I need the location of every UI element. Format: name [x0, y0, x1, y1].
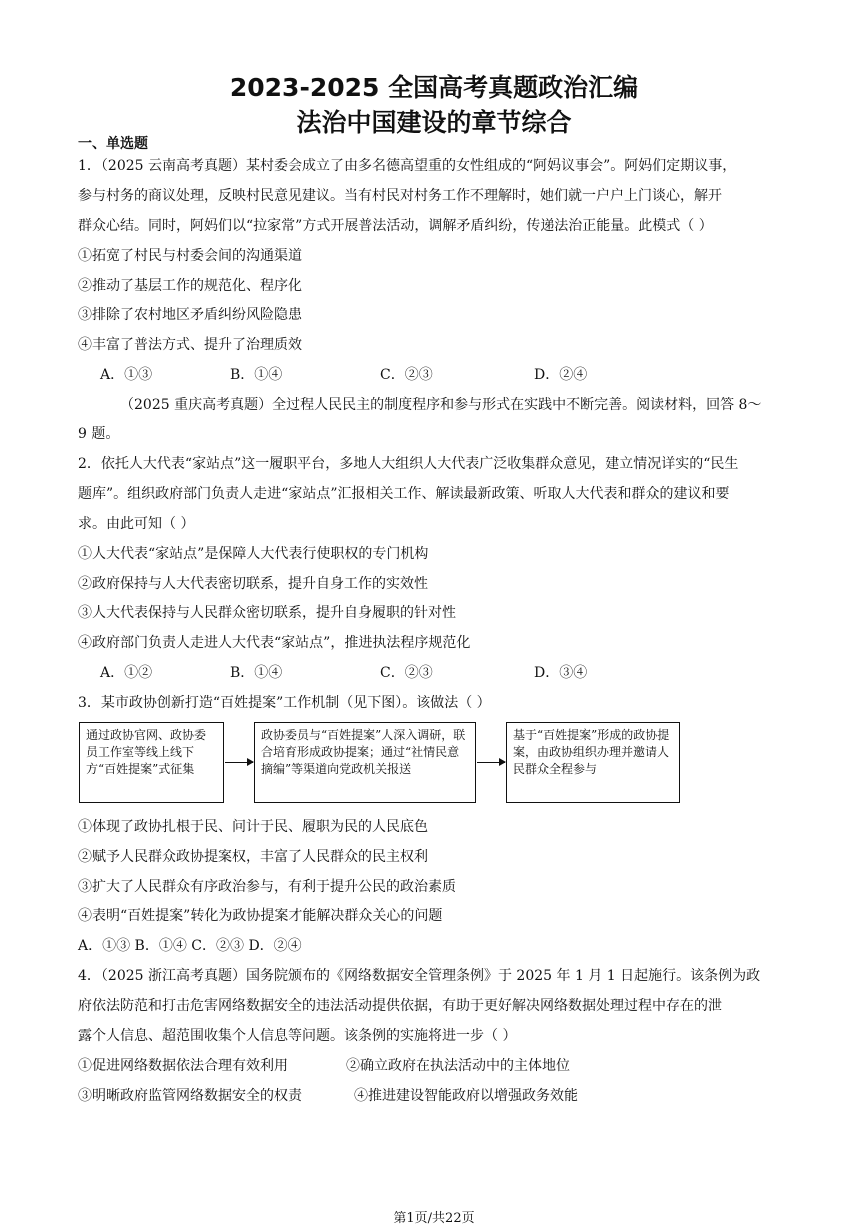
q1-item: ①拓宽了村民与村委会间的沟通渠道: [78, 248, 302, 264]
q4-item: ①促进网络数据依法合理有效利用: [78, 1058, 288, 1074]
q3-stem: 3．某市政协创新打造“百姓提案”工作机制（见下图）。该做法（ ）: [78, 695, 491, 711]
section-heading: 一、单选题: [78, 136, 148, 152]
flow-box-1: 通过政协官网、政协委员工作室等线上线下方“百姓提案”式征集: [79, 722, 224, 803]
q4-item: ③明晰政府监管网络数据安全的权责: [78, 1088, 302, 1104]
option-b[interactable]: B．①④: [230, 665, 283, 681]
q1-stem-line: 群众心结。同时，阿妈们以“拉家常”方式开展普法活动，调解矛盾纠纷，传递法治正能量。此模式（ ）: [78, 218, 713, 234]
option-d[interactable]: D．③④: [534, 665, 588, 681]
option-a[interactable]: A．①③: [100, 367, 153, 383]
q3-item: ④表明“百姓提案”转化为政协提案才能解决群众关心的问题: [78, 908, 443, 924]
q2-item: ②政府保持与人大代表密切联系，提升自身工作的实效性: [78, 576, 428, 592]
flow-arrow-icon: [225, 762, 253, 763]
q2-item: ③人大代表保持与人民群众密切联系，提升自身履职的针对性: [78, 605, 456, 621]
q2-item: ①人大代表“家站点”是保障人大代表行使职权的专门机构: [78, 546, 429, 562]
doc-title-line2: 法治中国建设的章节综合: [296, 108, 572, 137]
q1-stem-line: 参与村务的商议处理，反映村民意见建议。当有村民对村务工作不理解时，她们就一户户上门谈心，解开: [78, 188, 722, 204]
option-b[interactable]: B．①④: [230, 367, 283, 383]
page-footer: 第1页/共22页: [393, 1211, 475, 1226]
option-d[interactable]: D．②④: [534, 367, 588, 383]
q4-item: ②确立政府在执法活动中的主体地位: [346, 1058, 570, 1074]
flow-arrow-icon: [477, 762, 505, 763]
option-c[interactable]: C．②③: [380, 367, 433, 383]
q3-options[interactable]: A．①③ B．①④ C．②③ D．②④: [78, 938, 302, 954]
q4-stem-line: 露个人信息、超范围收集个人信息等问题。该条例的实施将进一步（ ）: [78, 1028, 517, 1044]
q3-item: ②赋予人民群众政协提案权，丰富了人民群众的民主权利: [78, 849, 428, 865]
q3-item: ③扩大了人民群众有序政治参与，有利于提升公民的政治素质: [78, 879, 456, 895]
q3-item: ①体现了政协扎根于民、问计于民、履职为民的人民底色: [78, 819, 428, 835]
q2-item: ④政府部门负责人走进人大代表“家站点”，推进执法程序规范化: [78, 635, 471, 651]
group-intro: （2025 重庆高考真题）全过程人民民主的制度程序和参与形式在实践中不断完善。阅读材料，回答 8～: [120, 397, 762, 413]
q1-stem-line: 1．（2025 云南高考真题）某村委会成立了由多名德高望重的女性组成的“阿妈议事会”。阿妈们定期议事，: [78, 158, 737, 174]
q4-stem-line: 府依法防范和打击危害网络数据安全的违法活动提供依据，有助于更好解决网络数据处理过程中存在的泄: [78, 998, 722, 1014]
flow-box-3: 基于“百姓提案”形成的政协提案，由政协组织办理并邀请人民群众全程参与: [506, 722, 680, 803]
doc-title-line1: 2023-2025 全国高考真题政治汇编: [229, 73, 639, 102]
q4-stem-line: 4．（2025 浙江高考真题）国务院颁布的《网络数据安全管理条例》于 2025 年 1 月 1 日起施行。该条例为政: [78, 968, 761, 984]
q1-item: ④丰富了普法方式、提升了治理质效: [78, 337, 302, 353]
q4-item: ④推进建设智能政府以增强政务效能: [354, 1088, 578, 1104]
q1-item: ②推动了基层工作的规范化、程序化: [78, 278, 302, 294]
option-c[interactable]: C．②③: [380, 665, 433, 681]
group-intro: 9 题。: [78, 426, 120, 442]
q2-stem-line: 题库”。组织政府部门负责人走进“家站点”汇报相关工作、解读最新政策、听取人大代表和群众的建议和要: [78, 486, 730, 502]
flow-box-2: 政协委员与“百姓提案”人深入调研，联合培育形成政协提案；通过“社情民意摘编”等渠道向党政机关报送: [254, 722, 476, 803]
q1-item: ③排除了农村地区矛盾纠纷风险隐患: [78, 307, 302, 323]
q2-stem-line: 求。由此可知（ ）: [78, 516, 195, 532]
q2-stem-line: 2．依托人大代表“家站点”这一履职平台，多地人大组织人大代表广泛收集群众意见，建立情况详实的“民生: [78, 456, 739, 472]
option-a[interactable]: A．①②: [100, 665, 153, 681]
